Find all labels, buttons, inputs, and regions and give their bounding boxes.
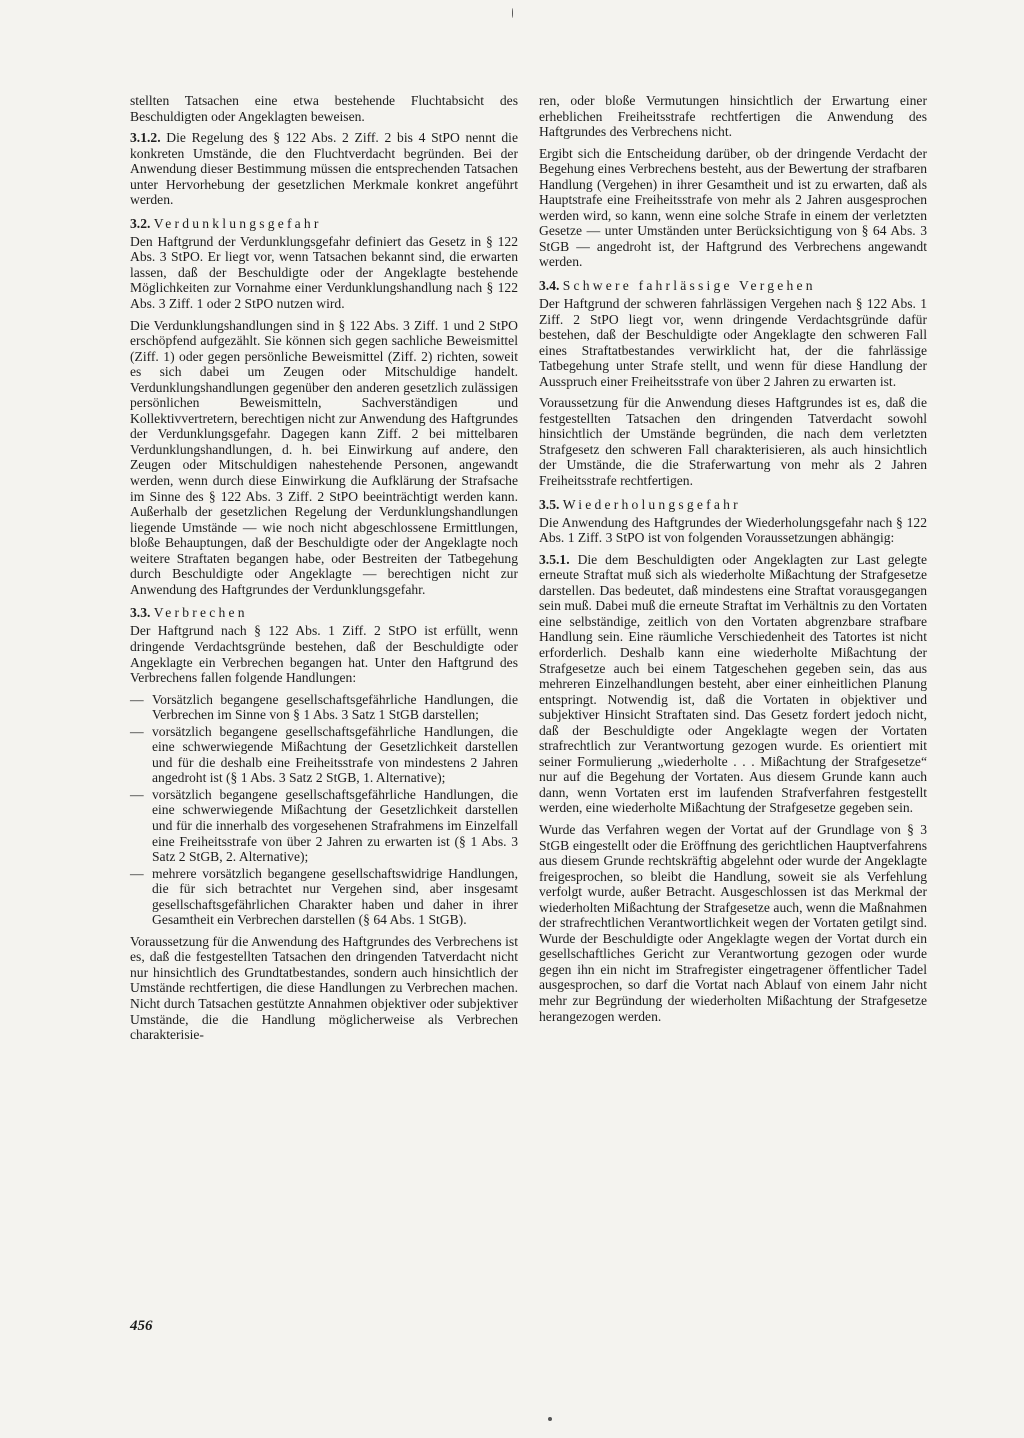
- heading-schwere-fahrlaessige-vergehen: [539, 278, 927, 294]
- paragraph-verbrechen-definition: Der Haftgrund nach § 122 Abs. 1 Ziff. 2 StPO ist erfüllt, wenn dringende Verdachtsgründe bestehen, daß der Beschuldigte oder Angeklagte ein Verbrechen begangen hat. Unter den Haftgrund des Verbrechens fallen folgende Handlungen:: [130, 623, 518, 686]
- paragraph-3-5-1: [539, 552, 927, 816]
- paragraph-voraussetzung-verbrechen: Voraussetzung für die Anwendung des Haftgrundes des Verbrechens ist es, daß die festgestellten Tatsachen den dringenden Tatverdacht nicht nur hinsichtlich des Grundtatbestandes, sondern auch hinsichtlich der Umstände rechtfertigen, die diese Handlungen zu Verbrechen machen. Nicht durch Tatsachen gestützte Annahmen objektiver oder subjektiver Umstände, die die Handlung möglicherweise als Verbrechen charakterisie-: [130, 933, 518, 1043]
- paragraph-fluchtabsicht: stellten Tatsachen eine etwa bestehende Fluchtabsicht des Beschuldigten oder Angeklagten beweisen.: [130, 93, 518, 124]
- paragraph-number: 3.5.1.: [539, 551, 570, 567]
- paragraph-wiederholung-intro: Die Anwendung des Haftgrundes der Wiederholungsgefahr nach § 122 Abs. 1 Ziff. 3 StPO ist von folgenden Voraussetzungen abhängig:: [539, 514, 927, 546]
- paragraph-verdunklung-definition: Den Haftgrund der Verdunklungsgefahr definiert das Gesetz in § 122 Abs. 3 StPO. Er liegt vor, wenn Tatsachen bekannt sind, die erwarten lassen, daß der Beschuldigte oder der Angeklagte bestehende Möglichkeiten zur Vornahme einer Verdunklungshandlung nach § 122 Abs. 3 Ziff. 1 oder 2 StPO nutzen wird.: [130, 233, 518, 312]
- paragraph-vortat: Wurde das Verfahren wegen der Vortat auf der Grundlage von § 3 StGB eingestellt oder die Eröffnung des gerichtlichen Hauptverfahrens aus diesem Grunde rechtskräftig abgelehnt oder wurde der Angeklagte freigesprochen, so bleibt die Handlung, soweit sie als Verfehlung verfolgt wurde, außer Betracht. Ausgeschlossen ist das Merkmal der wiederholten Mißachtung der Strafgesetze auch, wenn die Maßnahmen der strafrechtlichen Verantwortlichkeit wegen der Vortaten getilgt sind. Wurde der Beschuldigte oder Angeklagte wegen der Vortat durch ein gesellschaftliches Gericht zur Verantwortung gezogen oder wurde gegen ihn ein nicht im Strafregister eingetragener öffentlicher Tadel ausgesprochen, so darf die Vortat nach Ablauf von einem Jahr nicht mehr zur Begründung der wiederholten Mißachtung der Strafgesetze herangezogen werden.: [539, 821, 927, 1024]
- heading-title: Wiederholungsgefahr: [562, 496, 741, 512]
- heading-verbrechen: [130, 605, 518, 621]
- heading-number: 3.4.: [539, 278, 560, 294]
- list-item: — vorsätzlich begangene gesellschaftsgefährliche Handlungen, die eine schwerwiegende Mißachtung der Gesetzlichkeit darstellen und für die innerhalb des vorgesehenen Strafrahmens im Einzelfall eine Freiheitsstrafe von über 2 Jahren zu erwarten ist (§ 1 Abs. 3 Satz 2 StGB, 2. Alternative);: [130, 787, 518, 865]
- paragraph-3-1-2: [130, 130, 518, 208]
- paragraph-number: 3.1.2.: [130, 130, 161, 146]
- paragraph-text: Die dem Beschuldigten oder Angeklagten zur Last gelegte erneute Straftat muß sich als wiederholte Mißachtung der Strafgesetze darstellen. Das bedeutet, daß mindestens eine Straftat vorausgegangen sein muß. Dabei muß die erneute Straftat im Verhältnis zu den Vortaten eine selbständige, zeitlich von den Vortaten abgrenzbare strafbare Handlung sein. Eine räumliche Verschiedenheit des Tatortes ist nicht erforderlich. Deshalb kann eine wiederholte Mißachtung der Strafgesetze auch bei einem Tatgeschehen gegeben sein, das aus mehreren Einzelhandlungen besteht, aber einer einheitlichen Planung entspringt. Notwendig ist, daß die Vortaten in objektiver und subjektiver Hinsicht Straftaten sind. Das Gesetz fordert jedoch nicht, daß der Beschuldigte oder Angeklagte wegen der Vortaten strafrechtlich zur Verantwortung gezogen wurde. Es orientiert mit seiner Formulierung „wiederholte . . . Mißachtung der Strafgesetze“ nur auf die Begehung der Vortaten. Aus diesem Grunde kann auch dann, wenn Vortaten erst im laufenden Strafverfahren festgestellt werden, eine wiederholte Mißachtung der Strafgesetze gegeben sein.: [539, 551, 927, 816]
- right-column: [539, 93, 927, 1024]
- heading-number: 3.2.: [130, 215, 151, 231]
- heading-title: Schwere fahrlässige Vergehen: [562, 278, 816, 294]
- page-number: 456: [130, 1318, 153, 1334]
- heading-number: 3.3.: [130, 605, 151, 621]
- heading-verdunklungsgefahr: [130, 216, 518, 232]
- left-column: [130, 93, 518, 1043]
- heading-title: Verbrechen: [153, 605, 248, 621]
- heading-wiederholungsgefahr: [539, 497, 927, 513]
- heading-number: 3.5.: [539, 496, 560, 512]
- list-item: — Vorsätzlich begangene gesellschaftsgefährliche Handlungen, die Verbrechen im Sinne von § 1 Abs. 3 Satz 1 StGB darstellen;: [130, 692, 518, 723]
- scan-speck: [512, 8, 513, 18]
- list-item: — vorsätzlich begangene gesellschaftsgefährliche Handlungen, die eine schwerwiegende Mißachtung der Gesetzlichkeit darstellen und für die deshalb eine Freiheitsstrafe von mindestens 2 Jahren angedroht ist (§ 1 Abs. 3 Satz 2 StGB, 1. Alternative);: [130, 724, 518, 786]
- paragraph-fahrlaessig-definition: Der Haftgrund der schweren fahrlässigen Vergehen nach § 122 Abs. 1 Ziff. 2 StPO liegt vor, wenn dringende Verdachtsgründe dafür bestehen, daß der Beschuldigte oder Angeklagte den schweren Fall eines Straftatbestandes verwirklicht hat, der die fahrlässige Tatbegehung unter Strafe stellt, und wenn für diese Handlung der Ausspruch einer Freiheitsstrafe von über 2 Jahren zu erwarten ist.: [539, 296, 927, 389]
- paragraph-verdunklungshandlungen: Die Verdunklungshandlungen sind in § 122 Abs. 3 Ziff. 1 und 2 StPO erschöpfend aufgezählt. Sie können sich gegen sachliche Beweismittel (Ziff. 1) oder gegen persönliche Beweismittel (Ziff. 2) richten, soweit es sich dabei um Zeugen oder Mitschuldige handelt. Verdunklungshandlungen gegenüber den anderen gesetzlich zulässigen persönlichen Beweismitteln, Sachverständigen und Kollektivvertretern, berechtigen nicht zur Anwendung des Haftgrundes der Verdunklungsgefahr. Dagegen kann Ziff. 2 bei mittelbaren Verdunklungshandlungen, d. h. bei Einwirkung auf andere, den Zeugen oder Mitschuldigen nahestehende Personen, angewandt werden, wenn durch diese Einwirkung die Aufklärung der Strafsache im Sinne des § 122 Abs. 3 Ziff. 2 StPO beeinträchtigt werden kann. Außerhalb der gesetzlichen Regelung der Verdunklungshandlungen liegende Umstände — wie noch nicht abgeschlossene Ermittlungen, bloße Behauptungen, daß der Beschuldigte oder der Angeklagte noch weitere Straftaten begangen habe, oder Bestreiten der Tatbegehung durch Beschuldigte oder Angeklagte — berechtigen nicht zur Anwendung des Haftgrundes der Verdunklungsgefahr.: [130, 317, 518, 597]
- paragraph-text: Die Regelung des § 122 Abs. 2 Ziff. 2 bis 4 StPO nennt die konkreten Umstände, die den Fluchtverdacht begründen. Bei der Anwendung dieser Bestimmung müssen die entsprechenden Tatsachen unter Hervorhebung der gesetzlichen Merkmale konkret angeführt werden.: [130, 130, 518, 208]
- list-item: — mehrere vorsätzlich begangene gesellschaftswidrige Handlungen, die für sich betrachtet nur Vergehen sind, aber insgesamt gesellschaftsgefährlichen Charakter haben und daher in ihrer Gesamtheit ein Verbrechen darstellen (§ 64 Abs. 1 StGB).: [130, 866, 518, 928]
- scan-speck: [548, 1417, 552, 1421]
- verbrechen-list: [130, 692, 518, 928]
- paragraph-fahrlaessig-voraussetzung: Voraussetzung für die Anwendung dieses Haftgrundes ist es, daß die festgestellten Tatsachen den dringenden Tatverdacht sowohl hinsichtlich der Umstände begründen, die nach dem verletzten Strafgesetz den schweren Fall charakterisieren, als auch hinsichtlich der Umstände, die die Straferwartung von mehr als 2 Jahren Freiheitsstrafe rechtfertigen.: [539, 395, 927, 489]
- paragraph-continuation: ren, oder bloße Vermutungen hinsichtlich der Erwartung einer erheblichen Freiheitsstrafe rechtfertigen die Anwendung des Haftgrundes des Verbrechens nicht.: [539, 93, 927, 140]
- paragraph-entscheidung: Ergibt sich die Entscheidung darüber, ob der dringende Verdacht der Begehung eines Verbrechens besteht, aus der Bewertung der strafbaren Handlung (Vergehen) in ihrer Gesamtheit und ist zu erwarten, daß als Hauptstrafe eine Freiheitsstrafe von mehr als 2 Jahren ausgesprochen werden wird, so kann, wenn eine solche Strafe in einem der verletzten Gesetze — unter Umständen unter Berücksichtigung von § 64 Abs. 3 StGB — angedroht ist, der Haftgrund des Verbrechens angewandt werden.: [539, 145, 927, 270]
- heading-title: Verdunklungsgefahr: [153, 215, 322, 231]
